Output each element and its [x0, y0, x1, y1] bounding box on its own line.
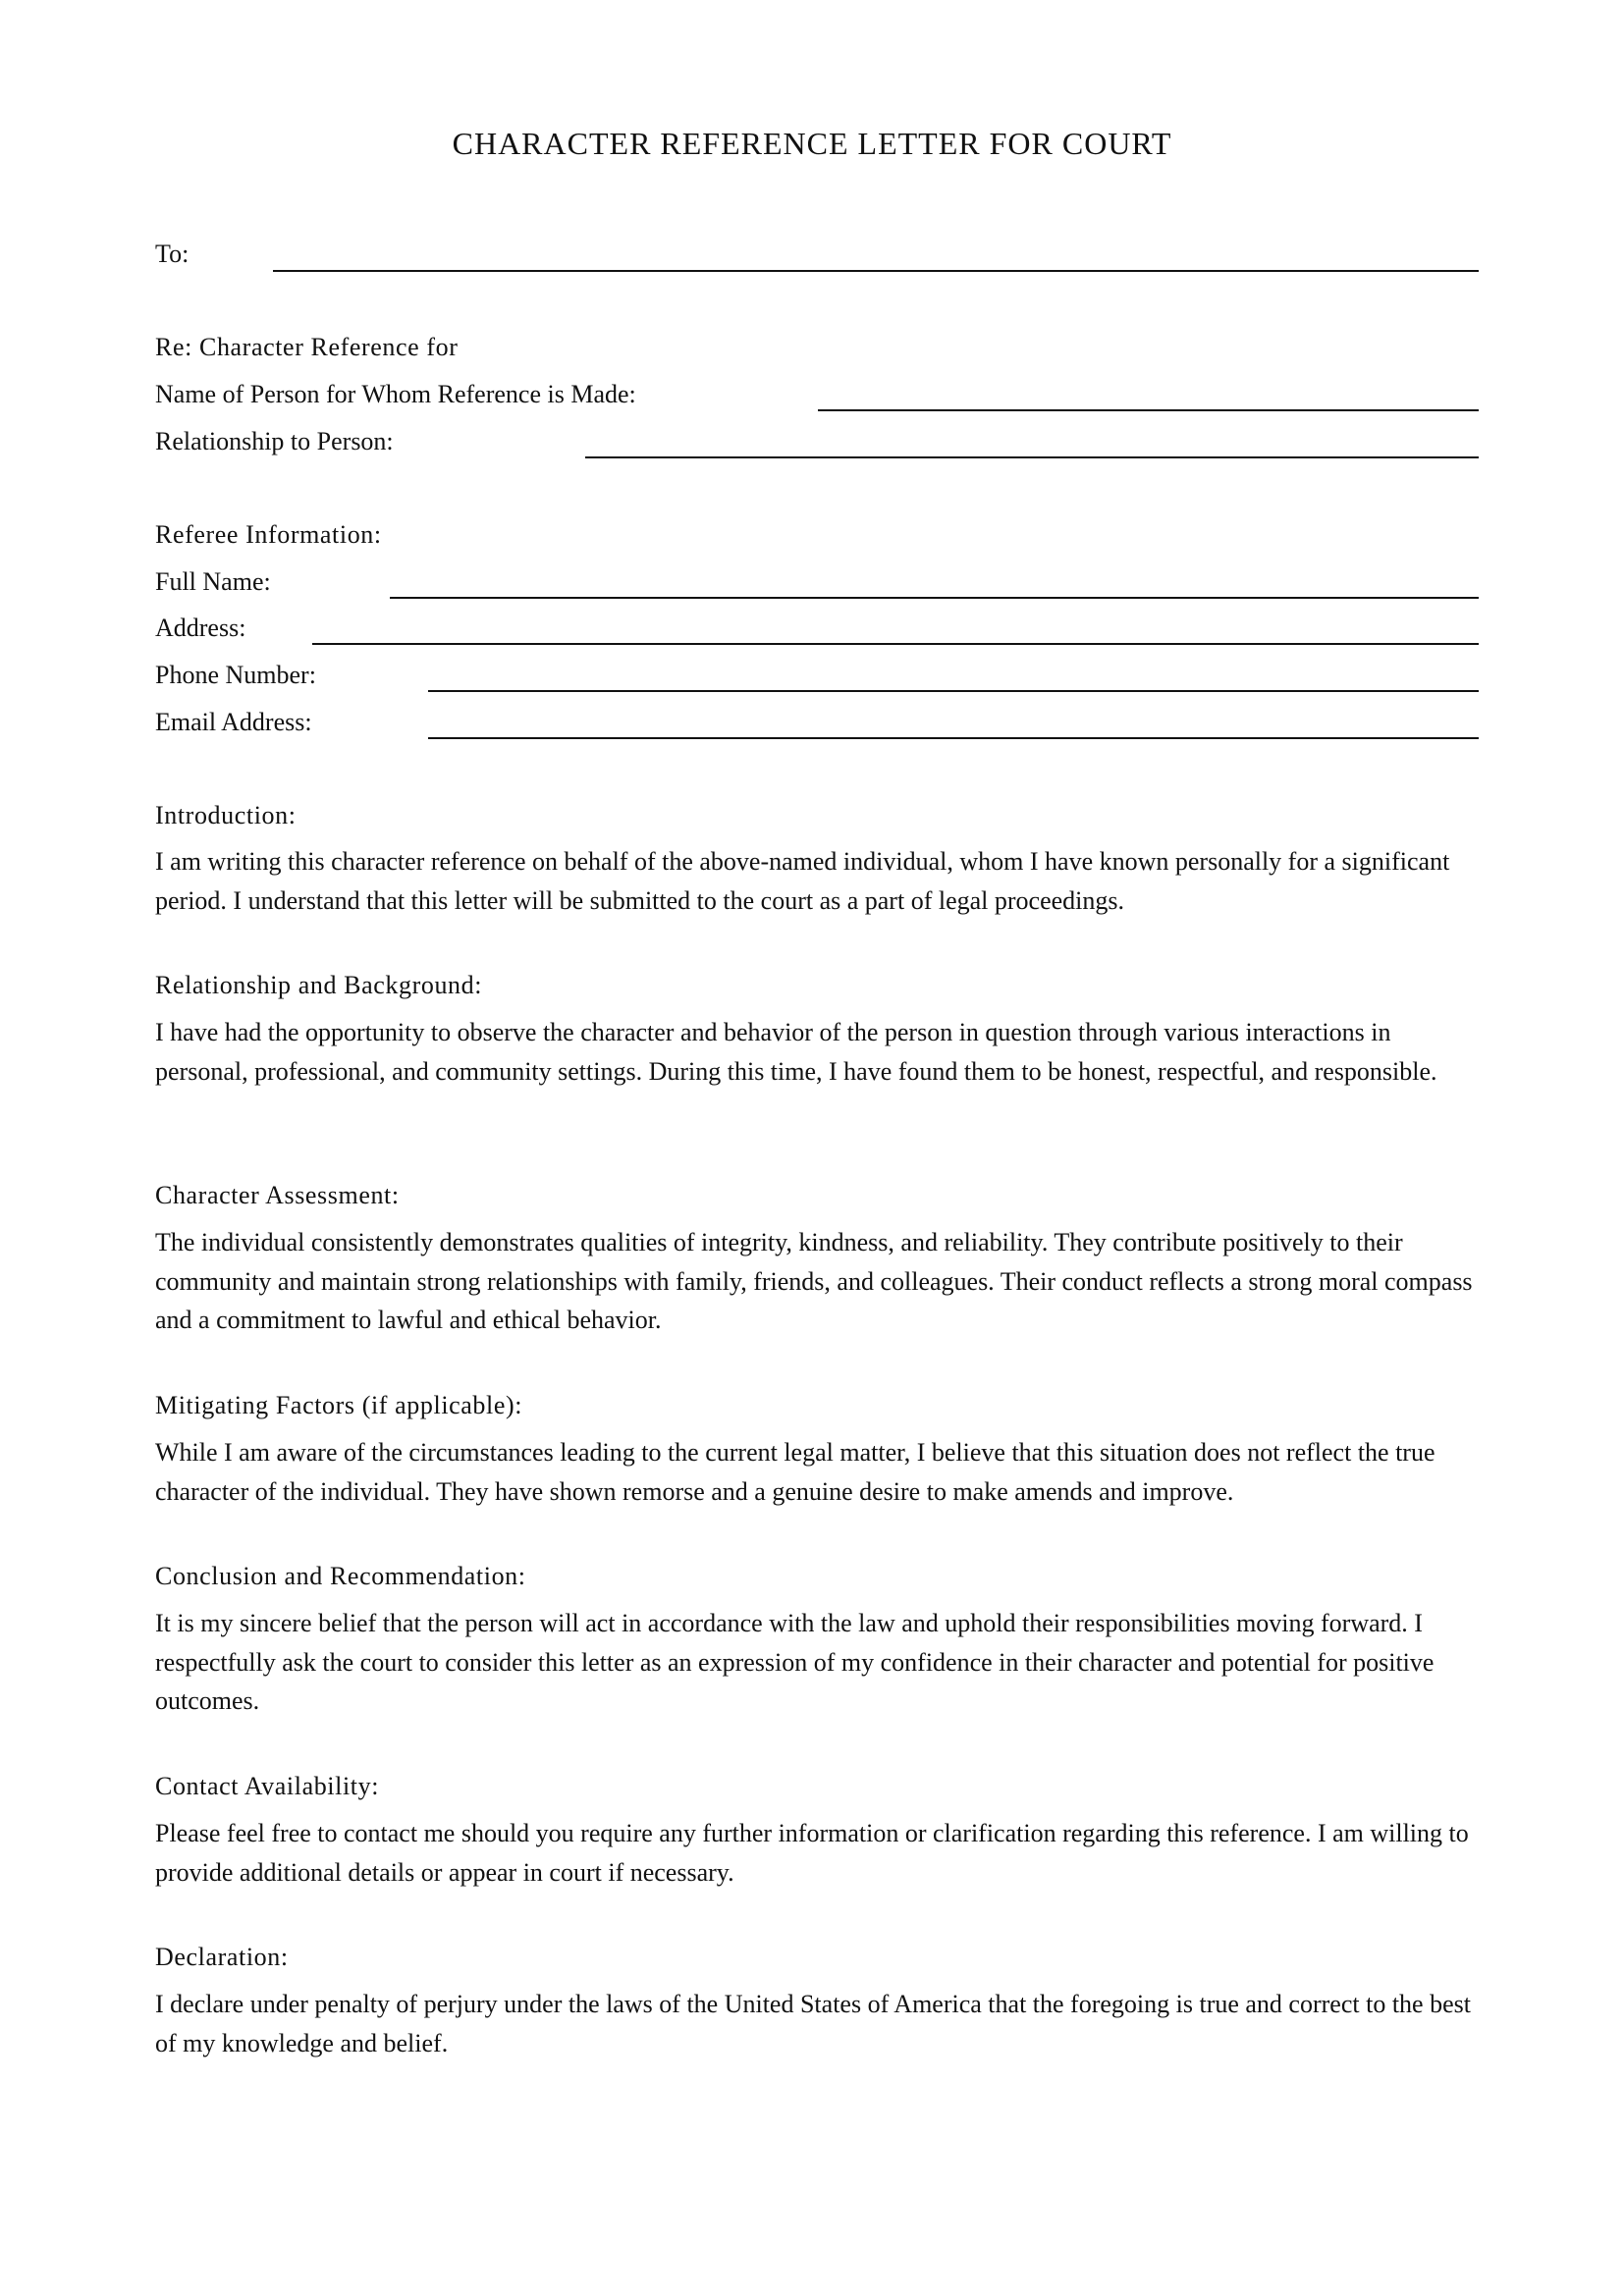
mitigating-factors-heading: Mitigating Factors (if applicable):	[155, 1391, 523, 1419]
to-field-line[interactable]	[273, 270, 1479, 272]
introduction-body: I am writing this character reference on behalf of the above-named individual, whom I have known personally for a significant period. I understand that this letter will be submitted to the court as a part of legal proceedings.	[155, 847, 1450, 915]
full-name-label: Full Name:	[155, 567, 271, 596]
email-label: Email Address:	[155, 708, 312, 736]
referee-heading: Referee Information:	[155, 520, 382, 549]
page-title: CHARACTER REFERENCE LETTER FOR COURT	[452, 126, 1172, 161]
address-field-line[interactable]	[312, 643, 1479, 645]
person-name-label: Name of Person for Whom Reference is Made:	[155, 380, 636, 408]
contact-availability-body: Please feel free to contact me should you require any further information or clarification regarding this reference. I am willing to provide additional details or appear in court if necessary.	[155, 1819, 1469, 1887]
conclusion-heading: Conclusion and Recommendation:	[155, 1562, 526, 1590]
relationship-background-heading: Relationship and Background:	[155, 971, 483, 999]
introduction-heading: Introduction:	[155, 801, 297, 829]
declaration-heading: Declaration:	[155, 1943, 289, 1971]
relationship-field-line[interactable]	[585, 456, 1479, 458]
re-line: Re: Character Reference for	[155, 333, 459, 361]
relationship-label: Relationship to Person:	[155, 427, 394, 455]
contact-availability-heading: Contact Availability:	[155, 1772, 380, 1800]
declaration-body: I declare under penalty of perjury under the laws of the United States of America that the foregoing is true and correct to the best of my knowledge and belief.	[155, 1990, 1471, 2057]
email-field-line[interactable]	[428, 737, 1479, 739]
to-label: To:	[155, 240, 189, 268]
character-assessment-heading: Character Assessment:	[155, 1181, 400, 1209]
address-label: Address:	[155, 614, 246, 642]
phone-field-line[interactable]	[428, 690, 1479, 692]
person-name-field-line[interactable]	[818, 409, 1479, 411]
phone-label: Phone Number:	[155, 661, 316, 689]
mitigating-factors-body: While I am aware of the circumstances leading to the current legal matter, I believe that this situation does not reflect the true character of the individual. They have shown remorse and a genuine desire to make amends and improve.	[155, 1438, 1435, 1506]
character-assessment-body: The individual consistently demonstrates qualities of integrity, kindness, and reliability. They contribute positively to their community and maintain strong relationships with family, friends, and colleagues. Their conduct reflects a strong moral compass and a commitment to lawful and ethical behavior.	[155, 1228, 1473, 1334]
full-name-field-line[interactable]	[390, 597, 1479, 599]
conclusion-body: It is my sincere belief that the person will act in accordance with the law and uphold their responsibilities moving forward. I respectfully ask the court to consider this letter as an expression of my confidence in their character and potential for positive outcomes.	[155, 1609, 1435, 1715]
relationship-background-body: I have had the opportunity to observe the character and behavior of the person in question through various interactions in personal, professional, and community settings. During this time, I have found them to be honest, respectful, and responsible.	[155, 1018, 1437, 1086]
